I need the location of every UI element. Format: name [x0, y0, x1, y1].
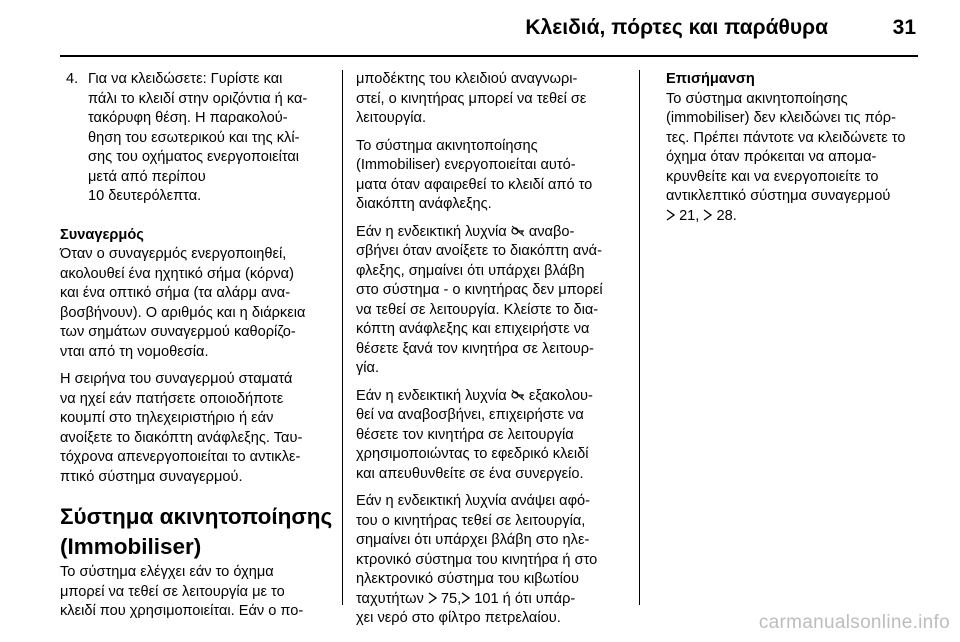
- text-line: και απευθυνθείτε σε ένα συνεργείο.: [356, 465, 584, 482]
- text-line: χει νερό στο φίλτρο πετρελαίου.: [356, 610, 561, 626]
- page-number: 31: [892, 16, 916, 39]
- text-line: Για να κλειδώσετε: Γυρίστε και: [88, 71, 283, 87]
- immobiliser-key-icon: [511, 389, 525, 401]
- header-rule: [60, 55, 918, 57]
- text-fragment: αναβο-: [524, 223, 575, 240]
- text-line: πάλι το κλειδί στην οριζόντια ή κα-: [88, 90, 308, 107]
- text-line: κόπτη ανάφλεξης και επιχειρήστε να: [356, 321, 590, 337]
- triangle-reference-icon: [461, 592, 470, 604]
- header-title: Κλειδιά, πόρτες και παράθυρα: [525, 16, 828, 39]
- alarm-paragraph-1: [60, 245, 340, 362]
- text-line: πτικό σύστημα συναγερμού.: [60, 468, 243, 485]
- text-line: θηση του εσωτερικού και της κλί-: [88, 129, 300, 146]
- text-line: σης του οχήματος ενεργοποιείται: [88, 149, 300, 165]
- paragraph-3: [356, 223, 636, 379]
- page-reference-link[interactable]: 28.: [716, 207, 737, 224]
- column-divider-left: [342, 70, 343, 605]
- text-line: ηλεκτρονικό σύστημα του κιβωτίου: [356, 571, 579, 587]
- page-reference-link[interactable]: 101: [474, 590, 499, 607]
- text-line: (Immobiliser) ενεργοποιείται αυτό-: [356, 157, 576, 173]
- immobiliser-key-icon: [511, 225, 525, 237]
- text-line: (immobiliser) δεν κλειδώνει τις πόρ-: [666, 110, 896, 126]
- text-line: 10 δευτερόλεπτα.: [88, 188, 202, 204]
- text-line: φλεξης, σημαίνει ότι υπάρχει βλάβη: [356, 262, 585, 279]
- text-line: ταχυτήτων 75, 101 ή ότι υπάρ-: [356, 590, 576, 607]
- text-line: 21, 28.: [666, 207, 946, 227]
- text-line: τακόρυφη θέση. Η παρακολού-: [88, 110, 288, 126]
- text-line: λειτουργία.: [356, 110, 427, 126]
- text-line: τες. Πρέπει πάντοτε να κλειδώνετε το: [666, 129, 906, 146]
- text-line: γία.: [356, 360, 380, 376]
- alarm-heading: Συναγερμός: [60, 226, 144, 243]
- text-line: κρυνθείτε και να ενεργοποιείτε το: [666, 168, 879, 185]
- text-line: Εάν η ενδεικτική λυχνία ανάψει αφό-: [356, 493, 591, 509]
- list-item-4: [60, 70, 340, 207]
- text-line: σβήνει όταν ανοίξετε το διακόπτη ανά-: [356, 243, 602, 259]
- triangle-reference-icon: [666, 209, 675, 221]
- page-reference-link[interactable]: 21: [679, 207, 696, 224]
- text-line: Το σύστημα ακινητοποίησης: [666, 90, 848, 107]
- note-heading: Επισήμανση: [666, 71, 755, 87]
- text-line: βοσβήνουν). Ο αριθμός και η διάρκεια: [60, 304, 306, 321]
- text-line: διακόπτη ανάφλεξης.: [356, 196, 492, 212]
- text-line: του ο κινητήρας τεθεί σε λειτουργία,: [356, 512, 586, 529]
- paragraph-2: [356, 137, 636, 215]
- text-line: στο σύστημα - ο κινητήρας δεν μπορεί: [356, 282, 603, 298]
- text-line: μποδέκτης του κλειδιού αναγνωρι-: [356, 71, 578, 87]
- text-line: κουμπί στο τηλεχειριστήριο ή εάν: [60, 410, 274, 426]
- text-line: θέσετε ξανά τον κινητήρα σε λειτουρ-: [356, 340, 594, 357]
- text-line: τόχρονα απενεργοποιείται το αντικλε-: [60, 449, 301, 465]
- immobiliser-heading: [60, 503, 340, 561]
- text-line: Το σύστημα ακινητοποίησης: [356, 137, 538, 154]
- text-line: κλειδί που χρησιμοποιείται. Εάν ο πο-: [60, 603, 304, 619]
- immobiliser-heading-line-1: Σύστημα ακινητοποίησης: [60, 504, 333, 529]
- text-line: Όταν ο συναγερμός ενεργοποιηθεί,: [60, 246, 287, 262]
- text-line: θέσετε τον κινητήρα σε λειτουργία: [356, 426, 574, 443]
- text-line: να ηχεί εάν πατήσετε οποιοδήποτε: [60, 390, 284, 407]
- immobiliser-paragraph: [60, 563, 340, 622]
- text-line: σημαίνει ότι υπάρχει βλάβη στο ηλε-: [356, 532, 590, 548]
- paragraph-4: [356, 387, 636, 485]
- text-line: να τεθεί σε λειτουργία. Κλείστε το δια-: [356, 301, 599, 318]
- text-line: όχημα όταν πρόκειται να απομα-: [666, 149, 877, 165]
- text-line: [356, 223, 636, 243]
- column-divider-right: [639, 70, 640, 605]
- text-fragment: Εάν η ενδεικτική λυχνία: [356, 223, 511, 240]
- text-line: ακολουθεί ένα ηχητικό σήμα (κόρνα): [60, 265, 294, 282]
- text-fragment: Εάν η ενδεικτική λυχνία: [356, 387, 511, 404]
- paragraph-5: [356, 492, 636, 629]
- text-line: Η σειρήνα του συναγερμού σταματά: [60, 371, 293, 387]
- text-line: και ένα οπτικό σήμα (τα αλάρμ ανα-: [60, 285, 291, 301]
- text-line: αντικλεπτικό σύστημα συναγερμού: [666, 188, 891, 204]
- text-fragment: εξακολου-: [524, 387, 593, 404]
- list-number: 4.: [66, 71, 79, 87]
- triangle-reference-icon: [428, 592, 437, 604]
- page-reference-link[interactable]: 75: [440, 590, 458, 607]
- text-line: Το σύστημα ελέγχει εάν το όχημα: [60, 564, 274, 580]
- alarm-paragraph-2: [60, 370, 340, 487]
- note-paragraph: [666, 90, 946, 227]
- watermark: carmanualsonline.info: [758, 612, 950, 633]
- text-line: θεί να αναβοσβήνει, επιχειρήστε να: [356, 407, 584, 423]
- text-line: των σημάτων συναγερμού καθορίζο-: [60, 324, 296, 340]
- triangle-reference-icon: [703, 209, 712, 221]
- column-3: [666, 70, 946, 226]
- text-line: κτρονικό σύστημα του κινητήρα ή στο: [356, 551, 598, 568]
- text-fragment: ταχυτήτων: [356, 590, 428, 607]
- text-line: ματα όταν αφαιρεθεί το κλειδί από το: [356, 176, 593, 193]
- text-line: νται από τη νομοθεσία.: [60, 343, 209, 360]
- text-line: στεί, ο κινητήρας μπορεί να τεθεί σε: [356, 90, 587, 107]
- column-2: [356, 70, 636, 629]
- text-line: ανοίξετε το διακόπτη ανάφλεξης. Ταυ-: [60, 429, 303, 446]
- text-line: [356, 387, 636, 407]
- text-fragment: ή ότι υπάρ-: [498, 590, 576, 607]
- column-1: [60, 70, 340, 622]
- immobiliser-heading-line-2: (Immobiliser): [60, 534, 202, 559]
- paragraph-1: [356, 70, 636, 129]
- text-line: μπορεί να τεθεί σε λειτουργία με το: [60, 583, 285, 600]
- text-line: μετά από περίπου: [88, 168, 206, 185]
- text-line: χρησιμοποιώντας το εφεδρικό κλειδί: [356, 446, 589, 462]
